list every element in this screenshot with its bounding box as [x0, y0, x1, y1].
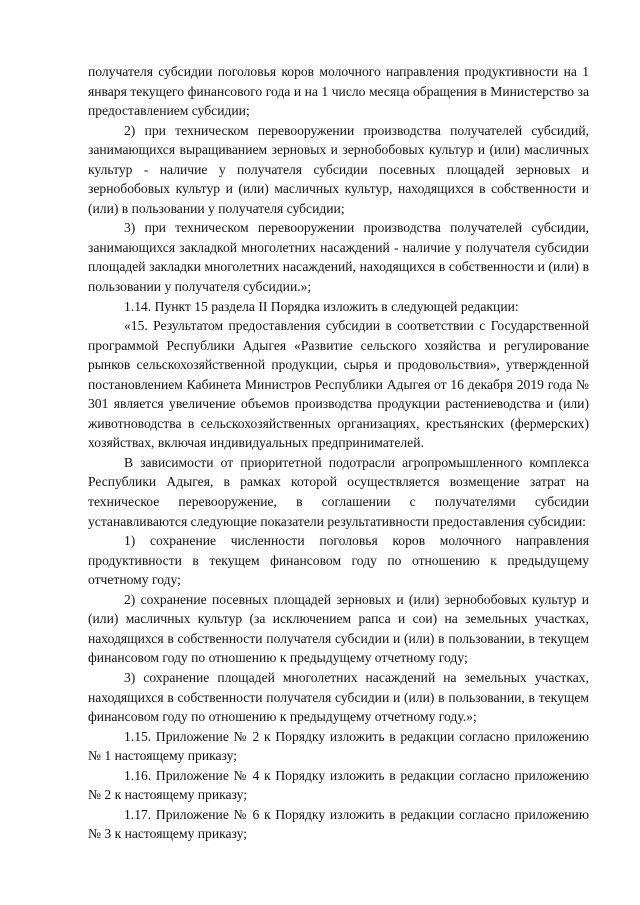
paragraph-clause-1-16: 1.16. Приложение № 4 к Порядку изложить в редакции согласно приложению № 2 к настоящему приказу;	[88, 767, 589, 803]
paragraph-clause-1-17: 1.17. Приложение № 6 к Порядку изложить в редакции согласно приложению № 3 к настоящему приказу;	[88, 806, 589, 842]
paragraph-continuation: получателя субсидии поголовья коров молочного направления продуктивности на 1 января текущего финансового года и на 1 число месяца обращения в Министерство за предоставлением субсидии;	[88, 64, 589, 119]
paragraph-clause-1-14: 1.14. Пункт 15 раздела II Порядка изложить в следующей редакции:	[124, 298, 519, 314]
paragraph-indicator-2: 2) сохранение посевных площадей зерновых и (или) зернобобовых культур и (или) масличных культур (за исключением рапса и сои) на земельных участках, находящихся в собственности получателя субсидии и (или) в пользовании, в текущем финансовом году по отношению к предыдущему отчетному году;	[88, 591, 589, 666]
paragraph-point-15: «15. Результатом предоставления субсидии в соответствии с Государственной программой Республики Адыгея «Развитие сельского хозяйства и регулирование рынков сельскохозяйственной продукции, сырья и продовольствия», утвержденной постановлением Кабинета Министров Республики Адыгея от 16 декабря 2019 года № 301 является увеличение объемов производства продукции растениеводства и (или) животноводства в сельскохозяйственных организациях, крестьянских (фермерских) хозяйствах, включая индивидуальных предпринимателей.	[88, 318, 589, 451]
document-page	[88, 62, 589, 844]
paragraph-item-2: 2) при техническом перевооружении производства получателей субсидий, занимающихся выращиванием зерновых и зернобобовых культур и (или) масличных культур - наличие у получателя субсидии посевных площадей зерновых и зернобобовых культур и (или) масличных культур, находящихся в собственности и (или) в пользовании у получателя субсидии;	[88, 122, 589, 216]
paragraph-clause-1-15: 1.15. Приложение № 2 к Порядку изложить в редакции согласно приложению № 1 настоящему приказу;	[88, 728, 589, 764]
paragraph-item-3: 3) при техническом перевооружении производства получателей субсидии, занимающихся закладкой многолетних насаждений - наличие у получателя субсидии площадей закладки многолетних насаждений, находящихся в собственности и (или) в пользовании у получателя субсидии.»;	[88, 220, 589, 295]
paragraph-indicator-3: 3) сохранение площадей многолетних насаждений на земельных участках, находящихся в собственности получателя субсидии и (или) в пользовании, в текущем финансовом году по отношению к предыдущему отчетному году.»;	[88, 669, 589, 725]
paragraph-indicators-intro: В зависимости от приоритетной подотрасли агропромышленного комплекса Республики Адыгея, в рамках которой осуществляется возмещение затрат на техническое перевооружение, в соглашении с получателями субсидии устанавливаются следующие показатели результативности предоставления субсидии:	[88, 454, 589, 529]
paragraph-indicator-1: 1) сохранение численности поголовья коров молочного направления продуктивности в текущем финансовом году по отношению к предыдущему отчетному году;	[88, 533, 589, 588]
